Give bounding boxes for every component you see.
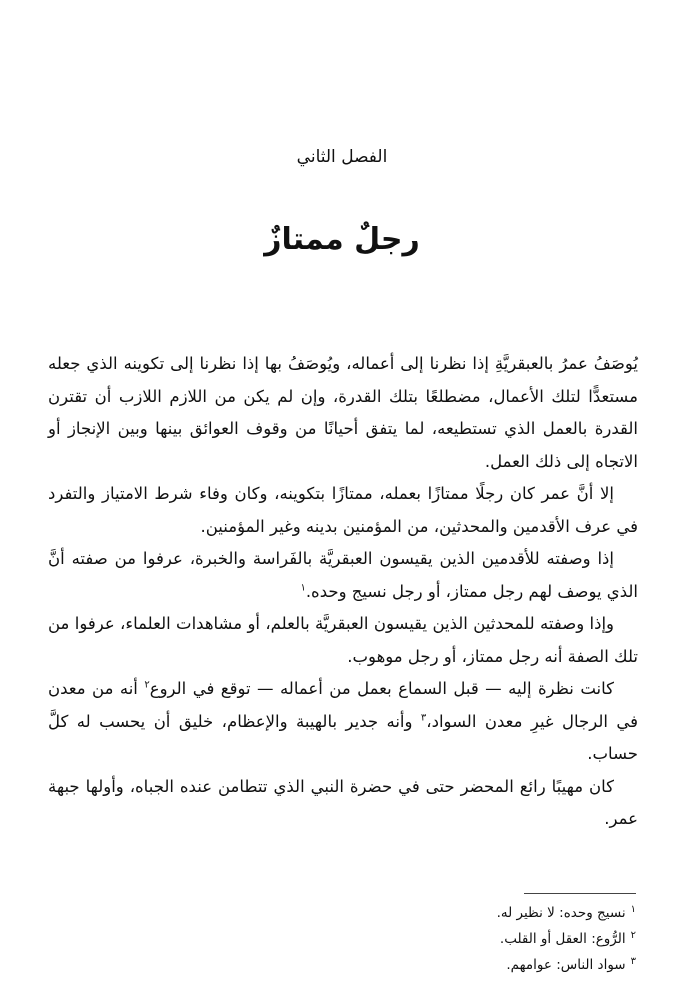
footnote-number: ٢: [630, 929, 636, 941]
paragraph-5-text-b: أنه من معدن في الرجال غيرِ معدن السواد،: [48, 679, 639, 731]
paragraph-4: وإذا وصفته للمحدثين الذين يقيسون العبقريَّة بالعلم، أو مشاهدات العلماء، عرفوا من تلك الصفة أنه رجل ممتاز، أو رجل موهوب.: [48, 614, 638, 666]
paragraph-3: [48, 543, 638, 608]
footnote-number: ١: [630, 903, 636, 915]
paragraph-5-text-c: وأنه جدير بالهيبة والإعظام، خليق أن يحسب له كلَّ حساب.: [48, 711, 638, 763]
footnote-ref-1[interactable]: ١: [300, 582, 306, 593]
footnote-number: ٣: [630, 955, 636, 967]
paragraph-2: إلا أنَّ عمر كان رجلًا ممتازًا بعمله، ممتازًا بتكوينه، وكان وفاء شرط الامتياز والتفرد في عرف الأقدمين والمحدثين، من المؤمنين بدينه وغير المؤمنين.: [48, 484, 638, 536]
footnote-text: نسيج وحده: لا نظير له.: [496, 905, 626, 921]
paragraph-5: [48, 673, 638, 771]
footnote-ref-2[interactable]: ٢: [144, 679, 150, 691]
footnote-3: [236, 952, 636, 978]
paragraph-5-text-a: كانت نظرة إليه — قبل السماع بعمل من أعماله — توقع في الروع: [149, 679, 614, 698]
footnote-ref-3[interactable]: ٣: [420, 712, 427, 723]
chapter-title: رجلٌ ممتازٌ: [264, 222, 420, 257]
footnote-1: [236, 900, 636, 926]
paragraph-3-text: إذا وصفته للأقدمين الذين يقيسون العبقريَّة بالفَراسة والخبرة، عرفوا من صفته أنَّ الذي يوصف لهم رجل ممتاز، أو رجل نسيج وحده.: [48, 549, 638, 601]
paragraph-6: كان مهيبًا رائع المحضر حتى في حضرة النبي الذي تتطامن عنده الجباه، وأولها جبهة عمر.: [48, 776, 638, 828]
footnote-divider: [524, 893, 636, 894]
footnote-text: سواد الناس: عوامهم.: [506, 957, 626, 973]
paragraph-1: يُوصَفُ عمرُ بالعبقريَّةِ إذا نظرنا إلى أعماله، ويُوصَفُ بها إذا نظرنا إلى تكوينه الذي جعله مستعدًّا لتلك الأعمال، مضطلعًا بتلك القدرة، وإن لم يكن من اللازم اللازب أن تقترن القدرة بالعمل الذي تستطيعه، لما يتفق أحيانًا من وقوف العوائق بينها وبين الإنجاز أو الاتجاه إلى ذلك العمل.: [48, 354, 638, 471]
footnote-text: الرُّوع: العقل أو القلب.: [499, 931, 626, 947]
chapter-body: [48, 348, 638, 836]
footnotes: [236, 900, 636, 978]
footnote-2: [236, 926, 636, 952]
chapter-label: الفصل الثاني: [296, 147, 388, 167]
